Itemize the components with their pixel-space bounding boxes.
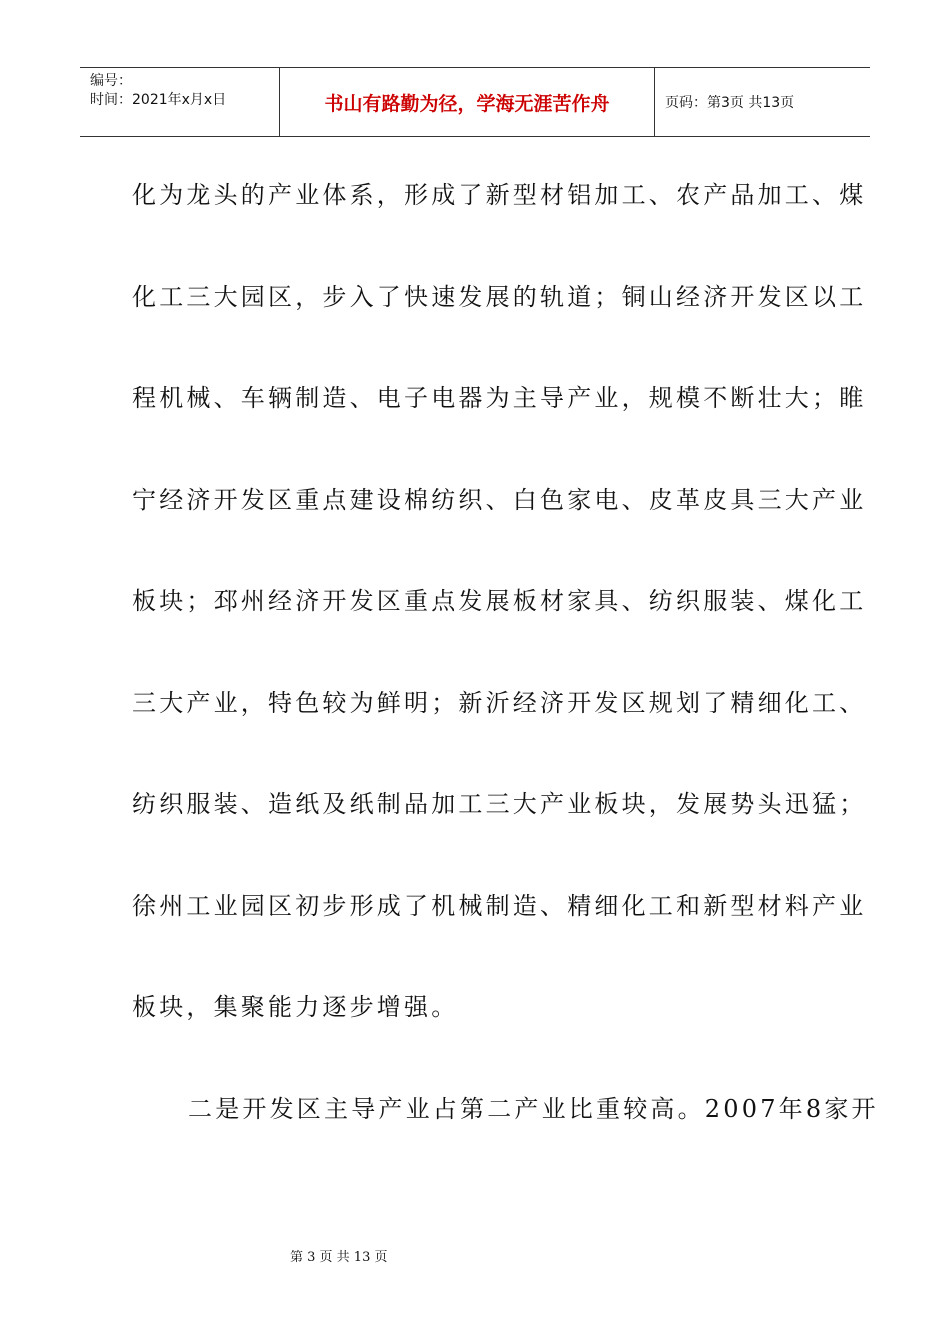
body-line: 三大产业，特色较为鲜明；新沂经济开发区规划了精细化工、: [132, 688, 867, 717]
body-line: 化为龙头的产业体系，形成了新型材铝加工、农产品加工、煤: [132, 181, 867, 209]
header-page-number: 页码：第3页 共13页: [665, 95, 795, 111]
doc-number-label: 编号：: [90, 73, 132, 89]
body-line: 宁经济开发区重点建设棉纺织、白色家电、皮革皮具三大产业: [132, 485, 867, 514]
page-footer: 第 3 页 共 13 页: [290, 1250, 388, 1265]
body-line: 化工三大园区，步入了快速发展的轨道；铜山经济开发区以工: [132, 282, 867, 311]
document-body: [132, 168, 879, 1183]
body-line: 纺织服装、造纸及纸制品加工三大产业板块，发展势头迅猛；: [132, 790, 867, 818]
body-line: 徐州工业园区初步形成了机械制造、精细化工和新型材料产业: [132, 891, 867, 920]
header-meta: [80, 68, 280, 136]
date-label: 时间：2021年x月x日: [90, 92, 227, 108]
paragraph-2-start: 二是开发区主导产业占第二产业比重较高。2007年8家开: [188, 1094, 879, 1123]
body-line: 板块，集聚能力逐步增强。: [132, 993, 459, 1021]
body-line: 程机械、车辆制造、电子电器为主导产业，规模不断壮大；睢: [132, 384, 867, 412]
page-header: [80, 67, 870, 137]
header-motto: 书山有路勤为径，学海无涯苦作舟: [280, 68, 655, 136]
body-line: 板块；邳州经济开发区重点发展板材家具、纺织服装、煤化工: [132, 587, 867, 615]
